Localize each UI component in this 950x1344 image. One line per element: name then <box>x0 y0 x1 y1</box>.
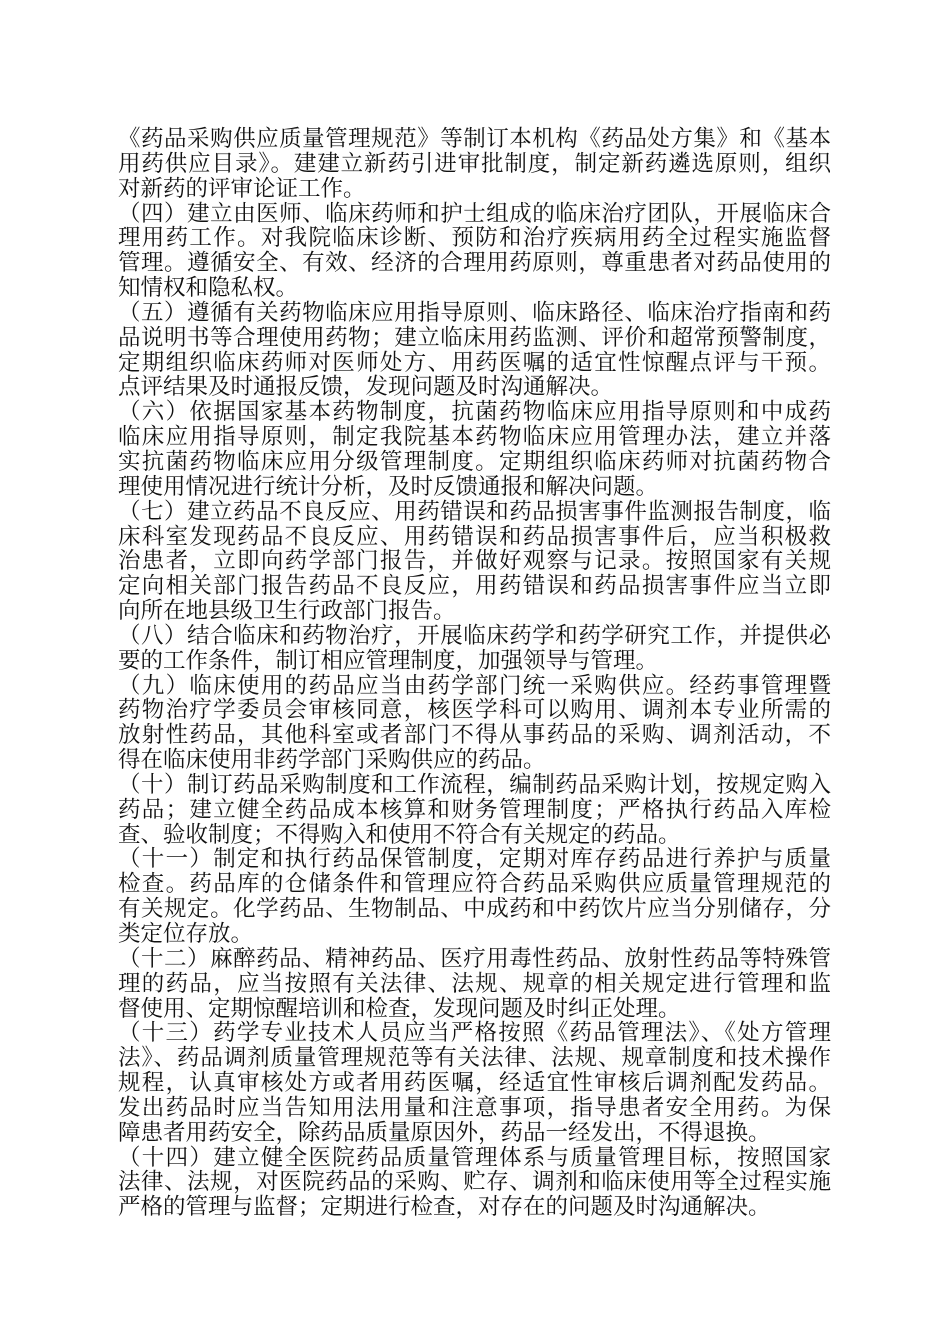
text-line: 治患者，立即向药学部门报告，并做好观察与记录。按照国家有关规 <box>118 548 831 575</box>
text-line: 向所在地县级卫生行政部门报告。 <box>118 598 456 625</box>
text-line: 理的药品，应当按照有关法律、法规、规章的相关规定进行管理和监 <box>118 970 831 997</box>
text-line: 放射性药品，其他科室或者部门不得从事药品的采购、调剂活动，不 <box>118 722 831 749</box>
paragraph <box>118 400 831 499</box>
text-line: 督使用、定期惊醒培训和检查，发现问题及时纠正处理。 <box>118 995 681 1022</box>
text-line: 管理。遵循安全、有效、经济的合理用药原则，尊重患者对药品使用的 <box>118 250 831 277</box>
paragraph <box>118 500 831 624</box>
text-line: 障患者用药安全，除药品质量原因外，药品一经发出，不得退换。 <box>118 1119 771 1146</box>
text-line: （十一）制定和执行药品保管制度，定期对库存药品进行养护与质量 <box>118 846 831 873</box>
text-line: 药物治疗学委员会审核同意，核医学科可以购用、调剂本专业所需的 <box>118 697 831 724</box>
text-line: （十四）建立健全医院药品质量管理体系与质量管理目标，按照国家 <box>118 1144 831 1171</box>
text-line: 对新药的评审论证工作。 <box>118 175 366 202</box>
document-body <box>118 127 831 1220</box>
paragraph <box>118 202 831 301</box>
text-line: 理用药工作。对我院临床诊断、预防和治疗疾病用药全过程实施监督 <box>118 225 831 252</box>
paragraph <box>118 847 831 946</box>
text-line: 实抗菌药物临床应用分级管理制度。定期组织临床药师对抗菌药物合 <box>118 448 831 475</box>
paragraph <box>118 301 831 400</box>
text-line: 临床应用指导原则，制定我院基本药物临床应用管理办法，建立并落 <box>118 424 831 451</box>
text-line: 严格的管理与监督；定期进行检查，对存在的问题及时沟通解决。 <box>118 1194 771 1221</box>
text-line: （八）结合临床和药物治疗，开展临床药学和药学研究工作，并提供必 <box>118 622 831 649</box>
text-line: （五）遵循有关药物临床应用指导原则、临床路径、临床治疗指南和药 <box>118 299 831 326</box>
text-line: 检查。药品库的仓储条件和管理应符合药品采购供应质量管理规范的 <box>118 871 831 898</box>
text-line: 知情权和隐私权。 <box>118 275 299 302</box>
text-line: （四）建立由医师、临床药师和护士组成的临床治疗团队，开展临床合 <box>118 200 831 227</box>
text-line: （六）依据国家基本药物制度，抗菌药物临床应用指导原则和中成药 <box>118 399 831 426</box>
text-line: 类定位存放。 <box>118 921 254 947</box>
text-line: 定期组织临床药师对医师处方、用药医嘱的适宜性惊醒点评与干预。 <box>118 349 831 376</box>
text-line: （十）制订药品采购制度和工作流程，编制药品采购计划，按规定购入 <box>118 771 831 798</box>
text-line: （十二）麻醉药品、精神药品、医疗用毒性药品、放射性药品等特殊管 <box>118 945 831 972</box>
text-line: 要的工作条件，制订相应管理制度，加强领导与管理。 <box>118 647 659 674</box>
text-line: 床科室发现药品不良反应、用药错误和药品损害事件后，应当积极救 <box>118 523 831 550</box>
text-line: （七）建立药品不良反应、用药错误和药品损害事件监测报告制度，临 <box>118 498 831 525</box>
text-line: 用药供应目录》。建建立新药引进审批制度，制定新药遴选原则，组织 <box>118 150 831 177</box>
paragraph <box>118 127 831 202</box>
paragraph <box>118 1021 831 1145</box>
text-line: 药品；建立健全药品成本核算和财务管理制度；严格执行药品入库检 <box>118 796 831 823</box>
text-line: 定向相关部门报告药品不良反应，用药错误和药品损害事件应当立即 <box>118 573 831 600</box>
text-line: 《药品采购供应质量管理规范》等制订本机构《药品处方集》和《基本 <box>118 126 831 152</box>
paragraph <box>118 773 831 848</box>
text-line: 品说明书等合理使用药物；建立临床用药监测、评价和超常预警制度， <box>118 324 831 351</box>
text-line: 法律、法规，对医院药品的采购、贮存、调剂和临床使用等全过程实施 <box>118 1169 831 1196</box>
text-line: 查、验收制度；不得购入和使用不符合有关规定的药品。 <box>118 821 681 848</box>
text-line: 规程，认真审核处方或者用药医嘱，经适宜性审核后调剂配发药品。 <box>118 1070 831 1097</box>
text-line: 点评结果及时通报反馈，发现问题及时沟通解决。 <box>118 374 614 401</box>
paragraph <box>118 1146 831 1221</box>
text-line: 有关规定。化学药品、生物制品、中成药和中药饮片应当分别储存，分 <box>118 896 831 923</box>
text-line: （九）临床使用的药品应当由药学部门统一采购供应。经药事管理暨 <box>118 672 831 699</box>
paragraph <box>118 947 831 1022</box>
paragraph <box>118 624 831 674</box>
text-line: （十三）药学专业技术人员应当严格按照《药品管理法》、《处方管理 <box>118 1020 831 1047</box>
text-line: 理使用情况进行统计分析，及时反馈通报和解决问题。 <box>118 473 659 500</box>
text-line: 发出药品时应当告知用法用量和注意事项，指导患者安全用药。为保 <box>118 1094 831 1121</box>
text-line: 法》、药品调剂质量管理规范等有关法律、法规、规章制度和技术操作 <box>118 1045 831 1072</box>
paragraph <box>118 674 831 773</box>
text-line: 得在临床使用非药学部门采购供应的药品。 <box>118 747 546 774</box>
